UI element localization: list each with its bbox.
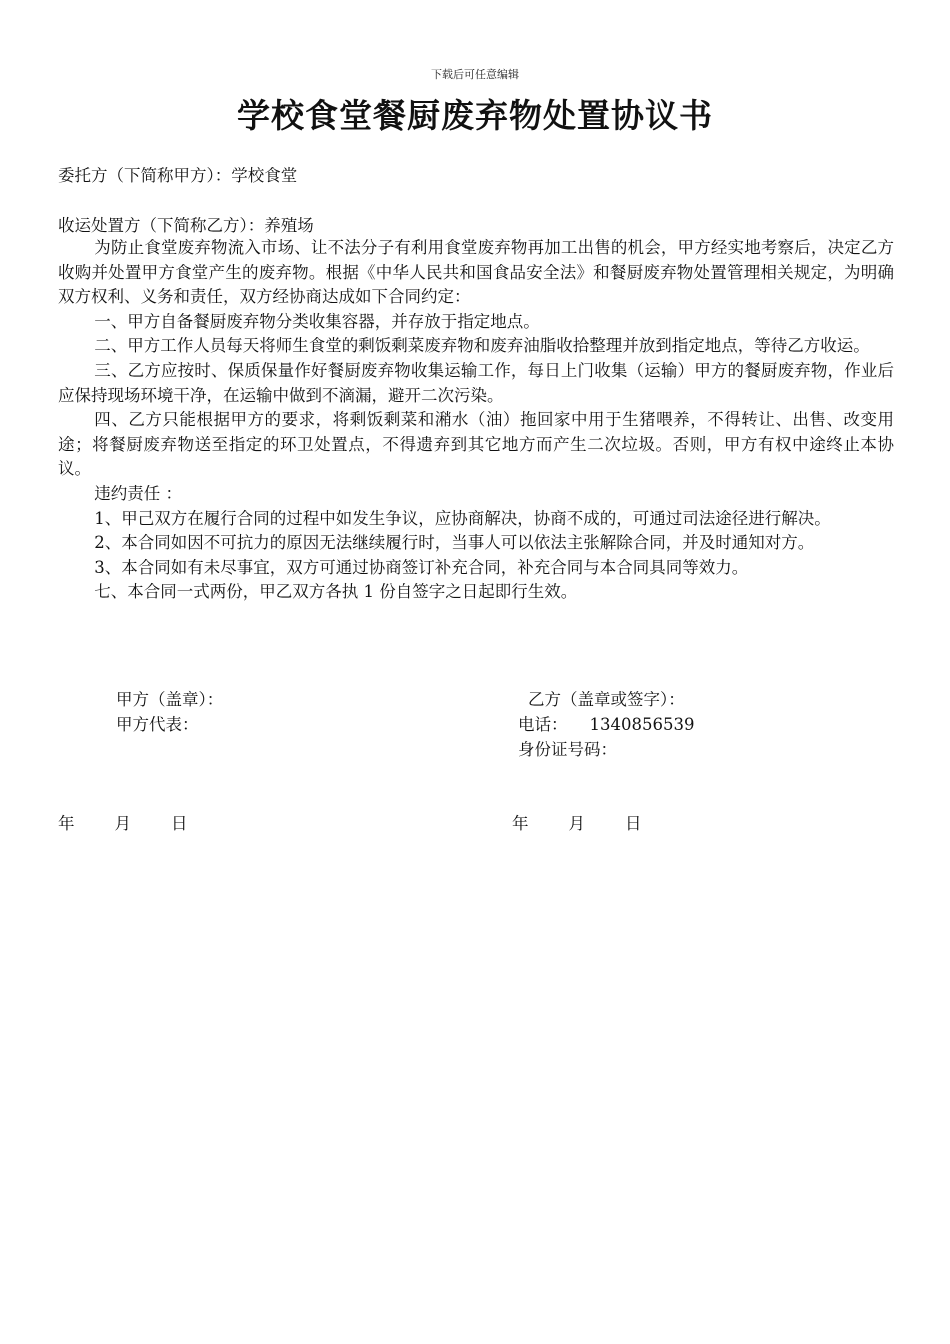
date-month-label: 月 xyxy=(114,814,131,833)
party-b-phone-label: 电话： xyxy=(518,715,568,734)
date-month-label: 月 xyxy=(568,814,585,833)
party-b-phone-value: 1340856539 xyxy=(589,715,695,734)
carrier-line: 收运处置方（下简称乙方）：养殖场 xyxy=(58,216,314,235)
date-year-label: 年 xyxy=(58,814,75,833)
party-a-date xyxy=(58,810,188,834)
party-b-seal-label: 乙方（盖章或签字）： xyxy=(528,690,685,709)
clause-3: 三、乙方应按时、保质保量作好餐厨废弃物收集运输工作，每日上门收集（运输）甲方的餐厨废弃物，作业后应保持现场环境干净，在运输中做到不滴漏，避开二次污染。 xyxy=(58,360,894,405)
agreement-body xyxy=(58,236,894,605)
clause-4: 四、乙方只能根据甲方的要求，将剩饭剩菜和潲水（油）拖回家中用于生猪喂养，不得转让、出售、改变用途；将餐厨废弃物送至指定的环卫处置点，不得遗弃到其它地方而产生二次垃圾。否则，甲方有权中途终止本协议。 xyxy=(58,410,894,479)
header-note: 下载后可任意编辑 xyxy=(431,68,519,81)
party-b-id-label: 身份证号码： xyxy=(518,740,617,759)
liability-heading: 违约责任 ： xyxy=(94,483,183,503)
party-a-rep-label: 甲方代表： xyxy=(116,715,199,734)
party-b-date xyxy=(512,810,642,834)
date-year-label: 年 xyxy=(512,814,529,833)
party-a-seal-label: 甲方（盖章）： xyxy=(116,690,224,709)
date-day-label: 日 xyxy=(625,814,642,833)
clause-2: 二、甲方工作人员每天将师生食堂的剩饭剩菜废弃物和废弃油脂收拾整理并放到指定地点，等待乙方收运。 xyxy=(94,336,870,356)
liability-item-1: 1、甲己双方在履行合同的过程中如发生争议，应协商解决，协商不成的，可通过司法途径进行解决。 xyxy=(94,508,831,528)
party-b-phone-row xyxy=(518,711,694,735)
clause-7: 七、本合同一式两份，甲乙双方各执 1 份自签字之日起即行生效。 xyxy=(94,582,578,602)
document-title: 学校食堂餐厨废弃物处置协议书 xyxy=(237,96,713,135)
liability-item-2: 2、本合同如因不可抗力的原因无法继续履行时，当事人可以依法主张解除合同，并及时通知对方。 xyxy=(94,533,815,553)
client-line: 委托方（下简称甲方）：学校食堂 xyxy=(58,166,298,185)
liability-item-3: 3、本合同如有未尽事宜，双方可通过协商签订补充合同，补充合同与本合同具同等效力。 xyxy=(94,557,749,577)
clause-1: 一、甲方自备餐厨废弃物分类收集容器，并存放于指定地点。 xyxy=(94,311,540,331)
intro-paragraph: 为防止食堂废弃物流入市场、让不法分子有利用食堂废弃物再加工出售的机会，甲方经实地考察后，决定乙方收购并处置甲方食堂产生的废弃物。根据《中华人民共和国食品安全法》和餐厨废弃物处置管理相关规定，为明确双方权利、义务和责任，双方经协商达成如下合同约定： xyxy=(58,238,894,307)
date-day-label: 日 xyxy=(171,814,188,833)
